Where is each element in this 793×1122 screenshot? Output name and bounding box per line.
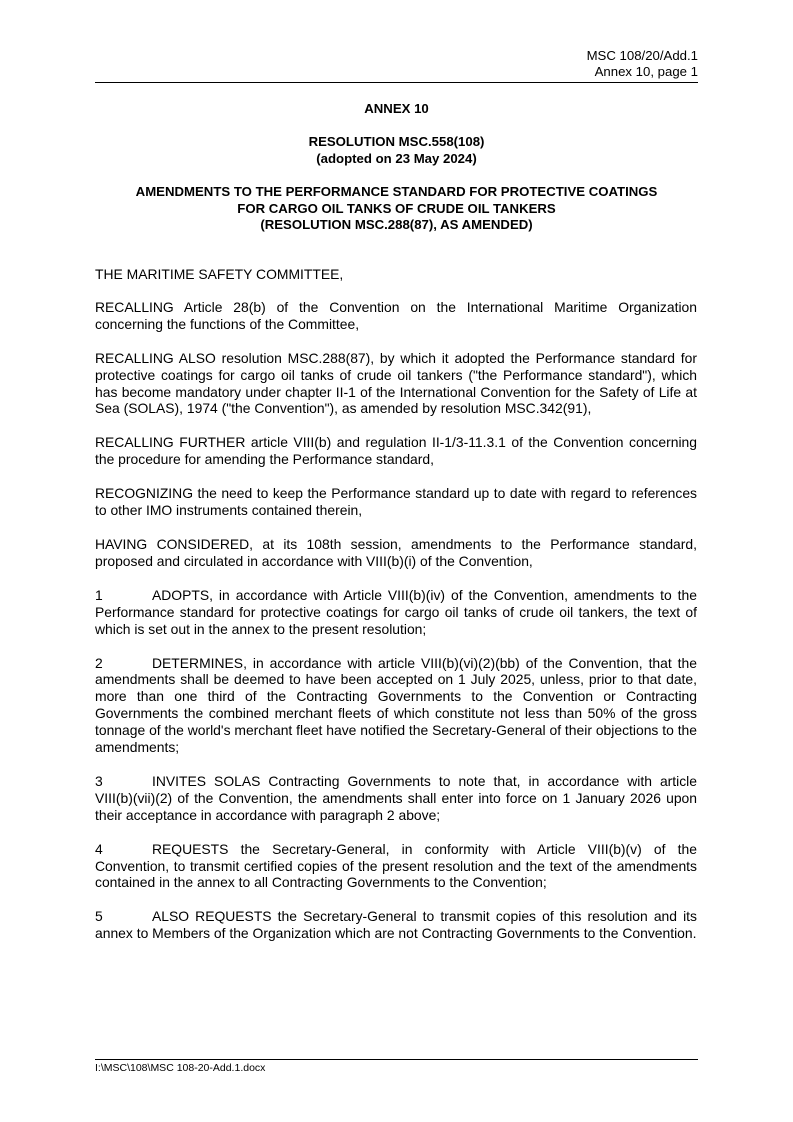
amendment-title-line-2: FOR CARGO OIL TANKS OF CRUDE OIL TANKERS (237, 200, 556, 216)
preamble-recalling-also: RECALLING ALSO resolution MSC.288(87), by which it adopted the Performance standard for protective coatings for cargo oil tanks of crude oil tankers ("the Performance standard"), which has become mandatory under chapter II-1 of the International Convention for the Safety of Life at Sea (SOLAS), 1974 ("the Convention"), as amended by resolution MSC.342(91), (95, 349, 697, 417)
paragraph-number: 4 (95, 840, 103, 857)
operative-paragraph-2 (95, 655, 697, 756)
paragraph-text: DETERMINES, in accordance with article VIII(b)(vi)(2)(bb) of the Convention, that the amendments shall be deemed to have been accepted on 1 July 2025, unless, prior to that date, more than one third of the Contracting Governments to the Convention or Contracting Governments the combined merchant fleets of which constitute not less than 50% of the gross tonnage of the world's merchant fleet have notified the Secretary-General of their objections to the amendments; (95, 654, 697, 756)
paragraph-number: 1 (95, 586, 103, 603)
operative-paragraph-4 (95, 841, 697, 892)
resolution-body (95, 266, 697, 959)
annex-title: ANNEX 10 (364, 101, 429, 116)
preamble-recognizing: RECOGNIZING the need to keep the Performance standard up to date with regard to references to other IMO instruments contained therein, (95, 485, 697, 519)
title-block (95, 101, 698, 233)
preamble-recalling-further: RECALLING FURTHER article VIII(b) and regulation II-1/3-11.3.1 of the Convention concerning the procedure for amending the Performance standard, (95, 434, 697, 468)
resolution-number: RESOLUTION MSC.558(108) (308, 134, 485, 150)
file-path: I:\MSC\108\MSC 108-20-Add.1.docx (95, 1062, 266, 1074)
paragraph-text: ALSO REQUESTS the Secretary-General to transmit copies of this resolution and its annex to Members of the Organization which are not Contracting Governments to the Convention. (95, 908, 697, 942)
page-reference: Annex 10, page 1 (594, 64, 698, 79)
operative-paragraph-3 (95, 773, 697, 824)
paragraph-text: ADOPTS, in accordance with Article VIII(b)(iv) of the Convention, amendments to the Performance standard for protective coatings for cargo oil tanks of crude oil tankers, the text of which is set out in the annex to the present resolution; (95, 586, 697, 637)
document-reference: MSC 108/20/Add.1 (586, 48, 698, 63)
committee-line: THE MARITIME SAFETY COMMITTEE, (95, 266, 344, 282)
paragraph-number: 2 (95, 654, 103, 671)
adoption-date: (adopted on 23 May 2024) (316, 150, 477, 166)
paragraph-text: REQUESTS the Secretary-General, in conformity with Article VIII(b)(v) of the Convention, to transmit certified copies of the present resolution and the text of the amendments contained in the annex to all Contracting Governments to the Convention; (95, 840, 697, 891)
amendment-title-line-3: (RESOLUTION MSC.288(87), AS AMENDED) (260, 217, 533, 233)
operative-paragraph-5 (95, 908, 697, 942)
page-header (95, 48, 698, 83)
amendment-title-line-1: AMENDMENTS TO THE PERFORMANCE STANDARD FOR PROTECTIVE COATINGS (135, 184, 658, 200)
operative-paragraph-1 (95, 587, 697, 638)
paragraph-text: INVITES SOLAS Contracting Governments to note that, in accordance with article VIII(b)(vii)(2) of the Convention, the amendments shall enter into force on 1 January 2026 upon their acceptance in accordance with paragraph 2 above; (95, 772, 697, 823)
preamble-recalling: RECALLING Article 28(b) of the Convention on the International Maritime Organization concerning the functions of the Committee, (95, 298, 697, 332)
paragraph-number: 3 (95, 772, 103, 789)
paragraph-number: 5 (95, 908, 103, 925)
preamble-having-considered: HAVING CONSIDERED, at its 108th session, amendments to the Performance standard, proposed and circulated in accordance with VIII(b)(i) of the Convention, (95, 535, 697, 569)
resolution-heading (95, 134, 698, 167)
amendment-title (95, 184, 698, 233)
page-footer (95, 1059, 698, 1075)
